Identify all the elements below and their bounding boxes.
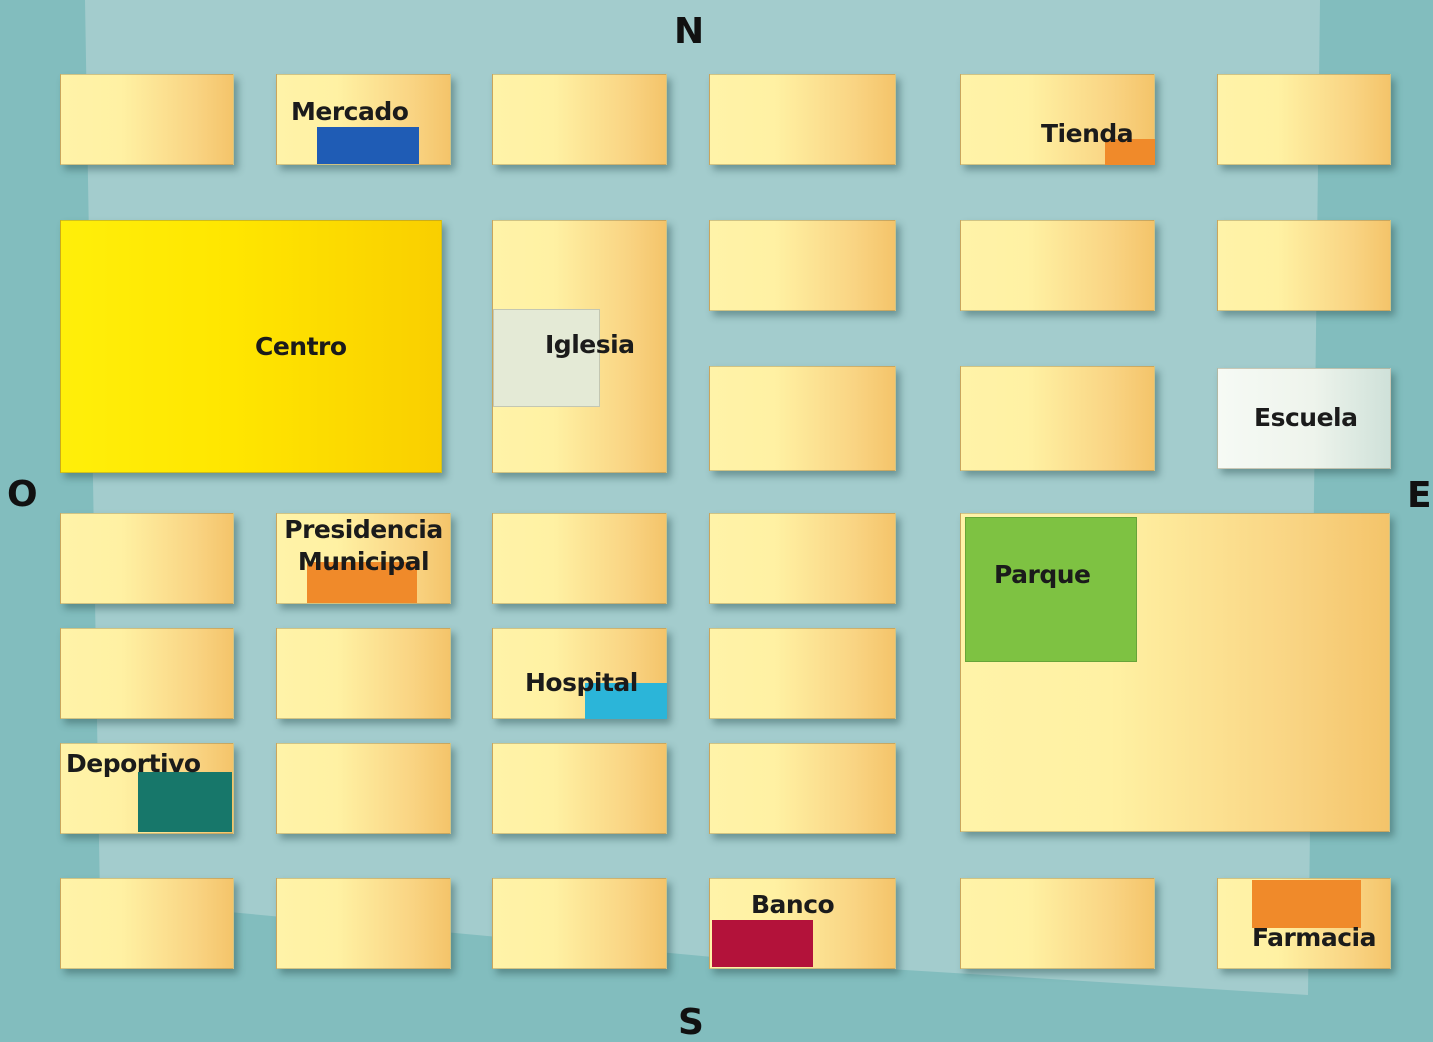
compass-south: S: [678, 1002, 704, 1042]
city-block[interactable]: [709, 74, 896, 165]
label-banco: Banco: [751, 890, 835, 919]
banco-marker: [712, 920, 813, 967]
city-block[interactable]: [709, 220, 896, 311]
city-block[interactable]: [276, 743, 451, 834]
label-tienda: Tienda: [1041, 119, 1134, 148]
city-block[interactable]: [492, 743, 667, 834]
city-block[interactable]: [60, 878, 234, 969]
city-block[interactable]: [960, 366, 1155, 471]
deportivo-marker: [138, 772, 232, 832]
compass-west: O: [7, 474, 38, 515]
city-block[interactable]: [709, 628, 896, 719]
label-escuela: Escuela: [1254, 403, 1358, 432]
city-block[interactable]: [709, 743, 896, 834]
city-block[interactable]: [709, 366, 896, 471]
label-presidencia-line2: Municipal: [297, 547, 430, 576]
city-block[interactable]: [1217, 220, 1391, 311]
city-block[interactable]: [960, 220, 1155, 311]
label-mercado: Mercado: [291, 97, 409, 126]
label-iglesia: Iglesia: [545, 330, 635, 359]
city-block[interactable]: [709, 513, 896, 604]
city-block[interactable]: [492, 74, 667, 165]
label-presidencia-line1: Presidencia: [284, 515, 443, 544]
city-block[interactable]: [276, 878, 451, 969]
farmacia-marker: [1252, 880, 1361, 928]
label-centro: Centro: [255, 332, 347, 361]
city-block[interactable]: [276, 628, 451, 719]
city-block[interactable]: [960, 878, 1155, 969]
mercado-marker: [317, 127, 419, 164]
label-parque: Parque: [994, 560, 1091, 589]
label-farmacia: Farmacia: [1252, 923, 1376, 952]
city-block[interactable]: [492, 878, 667, 969]
city-block[interactable]: [1217, 74, 1391, 165]
city-block[interactable]: [60, 513, 234, 604]
block-centro[interactable]: [60, 220, 442, 473]
label-hospital: Hospital: [525, 668, 638, 697]
compass-east: E: [1407, 475, 1432, 516]
compass-north: N: [674, 11, 705, 52]
city-block[interactable]: [60, 628, 234, 719]
label-deportivo: Deportivo: [66, 749, 201, 778]
city-block[interactable]: [492, 513, 667, 604]
city-block[interactable]: [60, 74, 234, 165]
